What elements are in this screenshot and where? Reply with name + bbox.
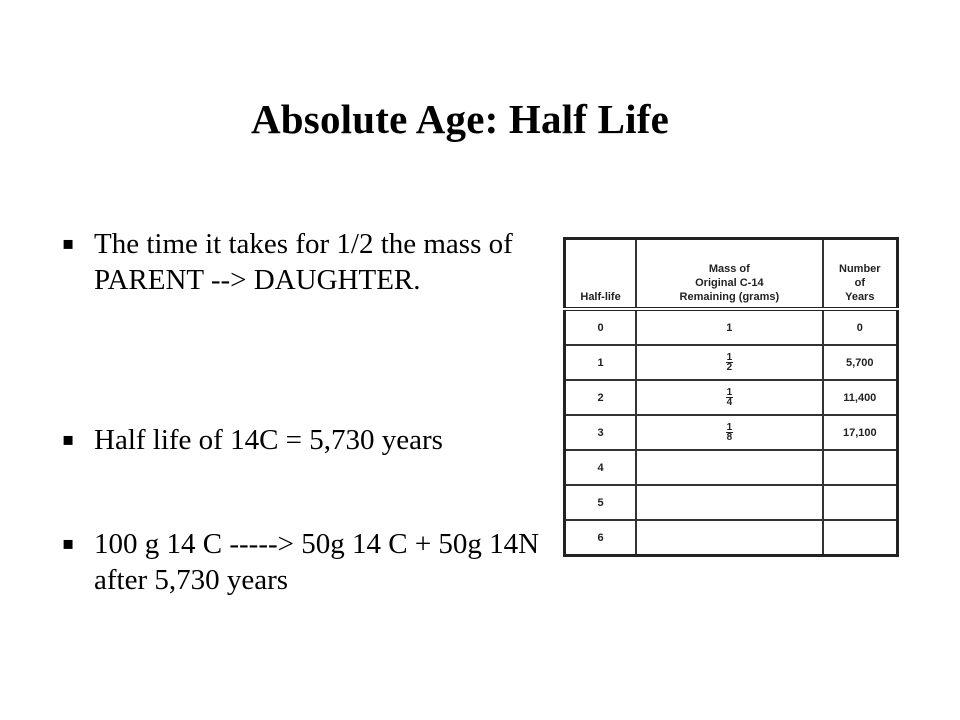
half-life-cell: 1 <box>565 345 637 380</box>
years-cell: 11,400 <box>823 380 898 415</box>
fraction-numerator: 1 <box>726 352 733 363</box>
mass-cell <box>636 520 822 556</box>
bullet-item <box>60 226 540 298</box>
table-header-row <box>565 239 898 310</box>
fraction <box>726 423 734 442</box>
fraction-denominator: 4 <box>726 397 733 408</box>
bullet-text: 100 g 14 C -----> 50g 14 C + 50g 14N after 5,730 years <box>94 528 540 596</box>
half-life-cell: 5 <box>565 485 637 520</box>
header-half-life: Half-life <box>565 239 637 310</box>
table-row <box>565 380 898 415</box>
slide-title: Absolute Age: Half Life <box>251 96 669 142</box>
mass-cell <box>636 415 822 450</box>
half-life-table <box>563 237 899 557</box>
years-cell <box>823 485 898 520</box>
fraction <box>726 353 734 372</box>
half-life-cell: 0 <box>565 309 637 345</box>
years-cell: 17,100 <box>823 415 898 450</box>
table-row <box>565 309 898 345</box>
table-row <box>565 485 898 520</box>
table-row <box>565 345 898 380</box>
years-cell <box>823 520 898 556</box>
header-mass-remaining: Mass of Original C-14 Remaining (grams) <box>636 239 822 310</box>
years-cell: 0 <box>823 309 898 345</box>
years-cell: 5,700 <box>823 345 898 380</box>
fraction-denominator: 8 <box>726 432 733 443</box>
square-bullet-icon: ▪ <box>62 429 75 450</box>
header-number-of-years: Number of Years <box>823 239 898 310</box>
table-row <box>565 415 898 450</box>
table-body <box>565 309 898 556</box>
bullet-item <box>60 422 540 458</box>
mass-cell <box>636 380 822 415</box>
years-cell <box>823 450 898 485</box>
bullet-text: Half life of 14C = 5,730 years <box>94 424 443 456</box>
table-row <box>565 450 898 485</box>
table-row <box>565 520 898 556</box>
bullet-item <box>60 526 540 598</box>
mass-cell <box>636 345 822 380</box>
fraction <box>726 388 734 407</box>
half-life-cell: 4 <box>565 450 637 485</box>
square-bullet-icon: ▪ <box>62 233 75 254</box>
half-life-cell: 2 <box>565 380 637 415</box>
half-life-cell: 6 <box>565 520 637 556</box>
fraction-numerator: 1 <box>726 387 733 398</box>
fraction-numerator: 1 <box>726 422 733 433</box>
square-bullet-icon: ▪ <box>62 533 75 554</box>
mass-cell: 1 <box>636 309 822 345</box>
fraction-denominator: 2 <box>726 362 733 373</box>
mass-cell <box>636 485 822 520</box>
mass-cell <box>636 450 822 485</box>
half-life-cell: 3 <box>565 415 637 450</box>
bullet-text: The time it takes for 1/2 the mass of PARENT --> DAUGHTER. <box>94 228 513 296</box>
